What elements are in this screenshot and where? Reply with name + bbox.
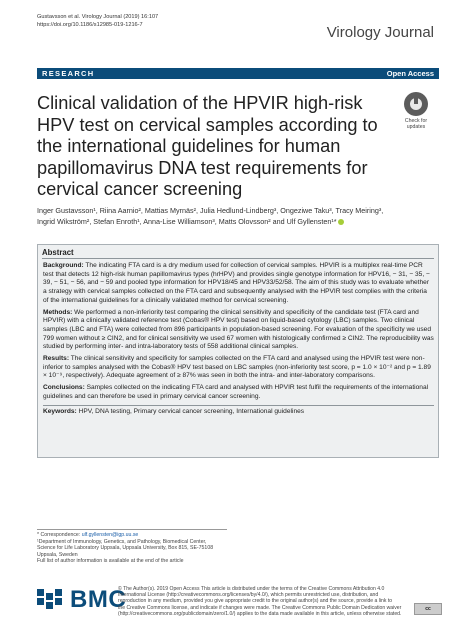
abstract-heading: Abstract [42,248,74,257]
abstract-box [37,244,439,458]
check-for-updates-badge[interactable] [396,92,436,130]
authors-line1: Inger Gustavsson¹, Riina Aarnio², Mattias Myrnäs², Julia Hedlund-Lindberg³, Ongeziwe Taku³, Tracy Meiring³, [37,206,384,215]
license-line2: International License (http://creativecommons.org/licenses/by/4.0/), which permits unrestricted use, distribution, and [118,592,379,599]
correspondence-email[interactable]: ulf.gyllensten@igp.uu.se [81,532,139,538]
abstract-results [43,355,434,381]
keywords-text: HPV, DNA testing, Primary cervical cancer screening, International guidelines [78,407,305,415]
article-type-banner [37,68,439,79]
abstract-background [43,262,434,306]
methods-text: We performed a non-inferiority test comparing the clinical sensitivity and specificity of the candidate test (FTA card and HPVIR) with a clinically validated reference test (Cobas® HPV test) based on liquid-based cytology (LBC) samples. Two clinical samples (LBC and FTA) were collected from 896 participants in population-based screening. For evaluation of the specificity we used 799 women without ≥ CIN2, and for clinical sensitivity we used 67 women with histologically confirmed ≥ CIN2. The reproducibility was studied by performing inter- and intra-laboratory tests of 558 additional clinical samples. [43,308,434,351]
results-text: The clinical sensitivity and specificity for samples collected on the FTA card and analysed using the HPVIR test were non-inferior to samples analysed with the Cobas® HPV test based on LBC samples (non-inferiority test score, p = 1.0 × 10⁻² and p = 1.89 × 10⁻⁹, respectively). Adequate agreement of ≥ 87% was seen in both the intra- and inter-laboratory comparisons. [43,355,431,380]
abstract-methods [43,309,434,353]
citation-line: Gustavsson et al. Virology Journal (2019) 16:107 [37,14,159,20]
abstract-body [43,262,434,419]
background-text: The indicating FTA card is a dry medium used for collection of cervical samples. HPVIR is a multiplex real-time PCR test that detects 12 high-risk human papillomavirus types (hrHPV) and provides single genotype information for HPV16, − 31, − 35, − 39, − 51, − 56, and − 59 and pooled type information for HPV18/45 and HPV33/52/58. The aim of this study was to evaluate whether a strategy with cervical samples collected on the FTA card and subsequently analysed with the HPVIR test complies with the criteria of the international guidelines for a clinically validated method for cervical screening. [43,262,430,304]
authors-line2: Ingrid Wikström², Stefan Enroth¹, Anna-Lise Williamson³, Matts Olovsson² and Ulf Gyllensten¹* [37,216,337,226]
badge-line1: Check for [404,118,428,124]
correspondence-line [37,532,227,539]
license-line4: the Creative Commons license, and indicate if changes were made. The Creative Commons Public Domain Dedication waiver [118,604,402,611]
license-line3: reproduction in any medium, provided you give appropriate credit to the original author(s) and the source, provide a link to [118,598,393,605]
correspondence-label: * Correspondence: [37,532,81,538]
bmc-wordmark: BMC [70,586,127,613]
abstract-keywords [43,405,434,417]
license-line5: (http://creativecommons.org/publicdomain/zero/1.0/) applies to the data made available in this article, unless otherwise stated. [118,610,402,617]
orcid-icon[interactable] [338,219,344,225]
update-check-icon [404,92,428,116]
journal-name: Virology Journal [326,24,434,41]
abstract-divider [42,258,434,259]
footnote-divider [37,529,227,530]
license-text [118,586,438,617]
bmc-mark-icon [37,587,67,611]
affiliation-line1: ¹Department of Immunology, Genetics, and Pathology, Biomedical Center, [37,538,207,545]
doi-link[interactable]: https://doi.org/10.1186/s12985-019-1216-7 [37,22,143,28]
open-access-label: Open Access [386,69,434,78]
results-label: Results: [43,355,70,363]
article-type-label: RESEARCH [42,69,95,78]
methods-label: Methods: [43,308,73,316]
article-title: Clinical validation of the HPVIR high-risk HPV test on cervical samples according to the international guidelines for human papillomavirus DNA test requirements for cervical cancer screening [37,93,378,199]
abstract-conclusions [43,384,434,401]
conclusions-text: Samples collected on the indicating FTA card and analysed with HPVIR test fulfil the requirements of the international guidelines and can therefore be used in primary cervical cancer screening. [43,384,429,400]
affiliation-line3: Uppsala, Sweden [37,551,78,558]
license-line1: © The Author(s). 2019 Open Access This article is distributed under the terms of the Creative Commons Attribution 4.0 [118,586,385,592]
affiliation-line4: Full list of author information is available at the end of the article [37,558,184,565]
citation-header [37,13,267,29]
author-list [37,206,437,227]
bmc-logo [37,586,127,613]
affiliation-line2: Science for Life Laboratory Uppsala, Uppsala University, Box 815, SE-75108 [37,545,214,552]
badge-line2: updates [406,124,426,130]
keywords-label: Keywords: [43,407,77,415]
background-label: Background: [43,262,84,269]
creative-commons-badge[interactable]: cc [414,603,442,615]
footnotes [37,532,227,565]
conclusions-label: Conclusions: [43,384,85,392]
